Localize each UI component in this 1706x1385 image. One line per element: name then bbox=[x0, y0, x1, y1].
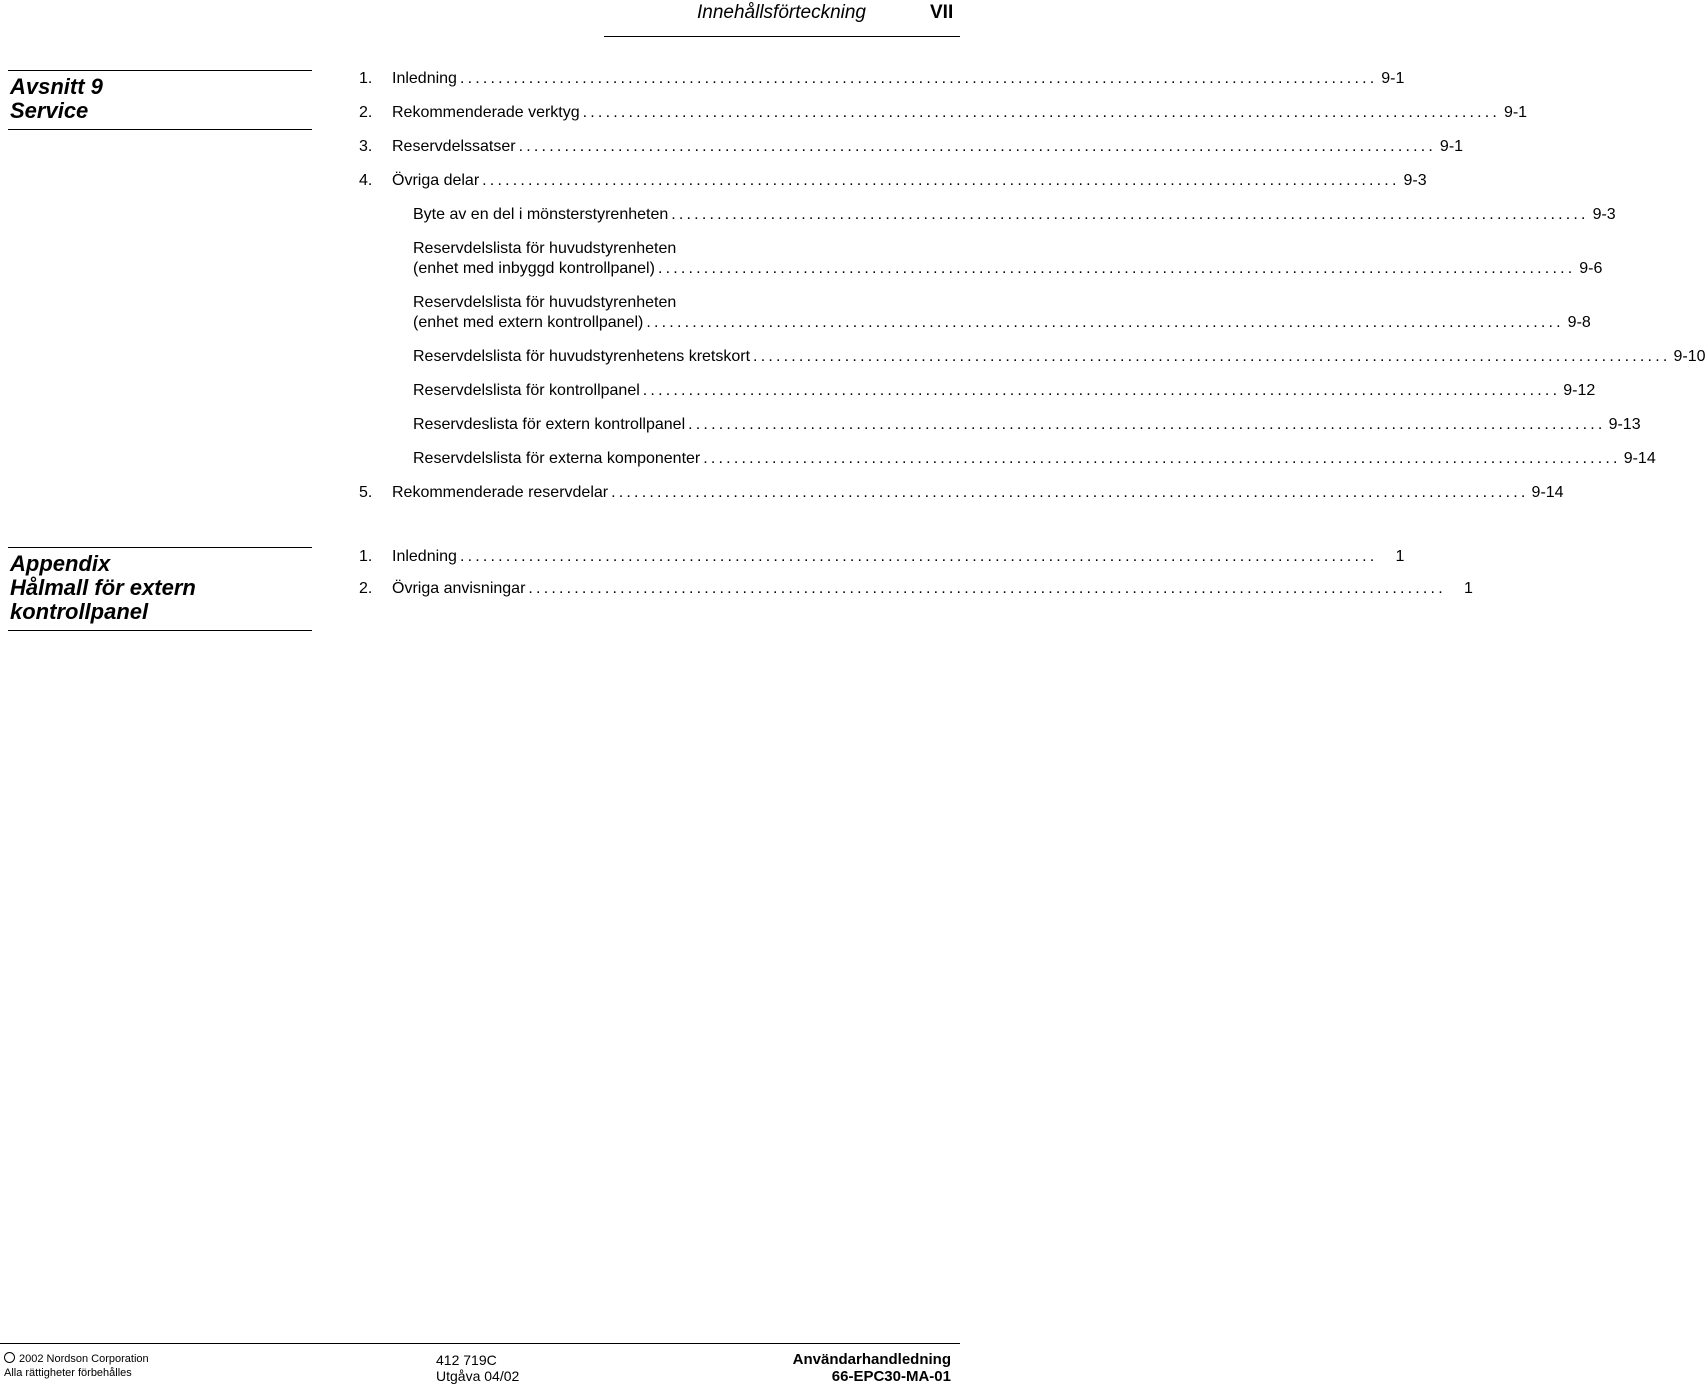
section-rule-bottom bbox=[8, 630, 312, 631]
toc-entry[interactable] bbox=[359, 171, 1427, 191]
toc-entry[interactable] bbox=[359, 205, 1616, 225]
footer-copyright-block bbox=[4, 1352, 149, 1380]
toc-entry[interactable] bbox=[359, 449, 1656, 469]
toc-leader-dots: ........................................................................................................................ bbox=[518, 138, 1437, 155]
toc-entry[interactable] bbox=[359, 69, 1405, 89]
toc-entry-page: 9-1 bbox=[1381, 70, 1405, 87]
toc-leader-dots: ........................................................................................................................ bbox=[688, 416, 1606, 433]
toc-entry-text: Reservdelslista för huvudstyrenhetens kretskort bbox=[413, 348, 751, 365]
toc-entry-page: 9-10 bbox=[1673, 348, 1706, 365]
toc-entry-number: 5. bbox=[359, 484, 373, 501]
toc-entry[interactable] bbox=[359, 415, 1641, 435]
toc-entry-number: 1. bbox=[359, 548, 373, 565]
toc-entry-text: (enhet med inbyggd kontrollpanel) bbox=[413, 260, 655, 277]
toc-leader-dots: ........................................................................................................................ bbox=[611, 484, 1529, 501]
toc-entry[interactable] bbox=[359, 347, 1706, 367]
toc-entry-text: Byte av en del i mönsterstyrenheten bbox=[413, 206, 669, 223]
toc-entry-page: 9-3 bbox=[1403, 172, 1427, 189]
running-header-page: VII bbox=[930, 2, 954, 23]
toc-entry[interactable] bbox=[359, 137, 1464, 157]
section-heading-appendix bbox=[8, 547, 312, 631]
toc-list-appendix bbox=[359, 547, 1473, 599]
toc-leader-dots: ........................................................................................................................ bbox=[642, 382, 1561, 399]
toc-entry-text: Reservdeslista för extern kontrollpanel bbox=[413, 416, 686, 433]
toc-entry-text: Inledning bbox=[392, 70, 457, 87]
toc-leader-dots: ........................................................................................................................ bbox=[657, 260, 1576, 277]
toc-entry-text-line1: Reservdelslista för huvudstyrenheten bbox=[413, 294, 677, 311]
running-header-title: Innehållsförteckning bbox=[697, 2, 866, 23]
section-title-line: kontrollpanel bbox=[10, 599, 149, 624]
toc-entry-text: Reservdelslista för kontrollpanel bbox=[413, 382, 640, 399]
toc-entry-text: Reservdelssatser bbox=[392, 138, 516, 155]
copyright-icon bbox=[4, 1352, 15, 1363]
toc-leader-dots: ........................................................................................................................ bbox=[582, 104, 1501, 121]
toc-entry-page: 1 bbox=[1463, 580, 1473, 597]
section-title bbox=[8, 548, 312, 630]
toc-entry-text: Inledning bbox=[392, 548, 457, 565]
section-title-line: Hålmall för extern bbox=[10, 575, 196, 600]
section-title-line: Service bbox=[10, 98, 89, 123]
toc-entry[interactable] bbox=[359, 103, 1528, 123]
toc-leader-dots: ........................................................................................................................ bbox=[646, 314, 1564, 331]
toc-entry-page: 9-12 bbox=[1563, 382, 1596, 399]
footer-edition: Utgåva 04/02 bbox=[436, 1368, 520, 1384]
footer-part-block bbox=[436, 1352, 519, 1384]
toc-leader-dots: ........................................................................................................................ bbox=[459, 548, 1378, 565]
toc-entry-text: Rekommenderade reservdelar bbox=[392, 484, 609, 501]
toc-entry-page: 1 bbox=[1395, 548, 1405, 565]
toc-entry-text: Övriga anvisningar bbox=[392, 580, 526, 597]
toc-entry[interactable] bbox=[359, 381, 1596, 401]
footer-copyright: 2002 Nordson Corporation bbox=[19, 1353, 149, 1365]
footer-manual-code: 66-EPC30-MA-01 bbox=[831, 1368, 951, 1385]
toc-leader-dots: ........................................................................................................................ bbox=[482, 172, 1400, 189]
toc-entry-number: 2. bbox=[359, 104, 373, 121]
footer-part-number: 412 719C bbox=[436, 1352, 497, 1368]
toc-leader-dots: ........................................................................................................................ bbox=[753, 348, 1671, 365]
toc-entry-number: 2. bbox=[359, 580, 373, 597]
toc-entry-text: Rekommenderade verktyg bbox=[392, 104, 580, 121]
toc-entry[interactable] bbox=[359, 579, 1473, 599]
toc-entry-page: 9-1 bbox=[1503, 104, 1528, 121]
toc-entry-page: 9-14 bbox=[1623, 450, 1656, 467]
toc-entry-page: 9-14 bbox=[1531, 484, 1564, 501]
section-title bbox=[8, 71, 312, 129]
toc-entry-page: 9-1 bbox=[1439, 138, 1464, 155]
toc-leader-dots: ........................................................................................................................ bbox=[528, 580, 1446, 597]
section-title-line: Appendix bbox=[10, 551, 111, 576]
toc-leader-dots: ........................................................................................................................ bbox=[459, 70, 1378, 87]
section-rule-bottom bbox=[8, 129, 312, 130]
header-rule bbox=[604, 36, 960, 37]
toc-entry-text: Reservdelslista för externa komponenter bbox=[413, 450, 701, 467]
toc-entry-text-line1: Reservdelslista för huvudstyrenheten bbox=[413, 240, 677, 257]
section-title-line: Avsnitt 9 bbox=[10, 74, 103, 99]
toc-entry-page: 9-8 bbox=[1567, 314, 1591, 331]
toc-entry[interactable] bbox=[359, 483, 1564, 503]
toc-entry-number: 4. bbox=[359, 172, 373, 189]
toc-entry[interactable] bbox=[359, 293, 1591, 333]
toc-entry-number: 1. bbox=[359, 70, 373, 87]
footer-manual-block bbox=[793, 1351, 951, 1385]
toc-entry-page: 9-6 bbox=[1579, 260, 1603, 277]
footer-rule bbox=[0, 1343, 960, 1344]
page-footer bbox=[0, 1343, 960, 1385]
toc-entry-text: Övriga delar bbox=[392, 172, 480, 189]
toc-list-service bbox=[359, 69, 1706, 503]
footer-rights: Alla rättigheter förbehålles bbox=[4, 1367, 132, 1379]
toc-entry-number: 3. bbox=[359, 138, 373, 155]
toc-entry-page: 9-3 bbox=[1592, 206, 1616, 223]
section-heading-service bbox=[8, 70, 312, 130]
toc-entry-page: 9-13 bbox=[1608, 416, 1641, 433]
footer-manual-type: Användarhandledning bbox=[792, 1351, 951, 1368]
toc-entry[interactable] bbox=[359, 547, 1405, 567]
toc-leader-dots: ........................................................................................................................ bbox=[671, 206, 1589, 223]
toc-leader-dots: ........................................................................................................................ bbox=[703, 450, 1621, 467]
toc-entry[interactable] bbox=[359, 239, 1603, 279]
toc-entry-text: (enhet med extern kontrollpanel) bbox=[413, 314, 644, 331]
